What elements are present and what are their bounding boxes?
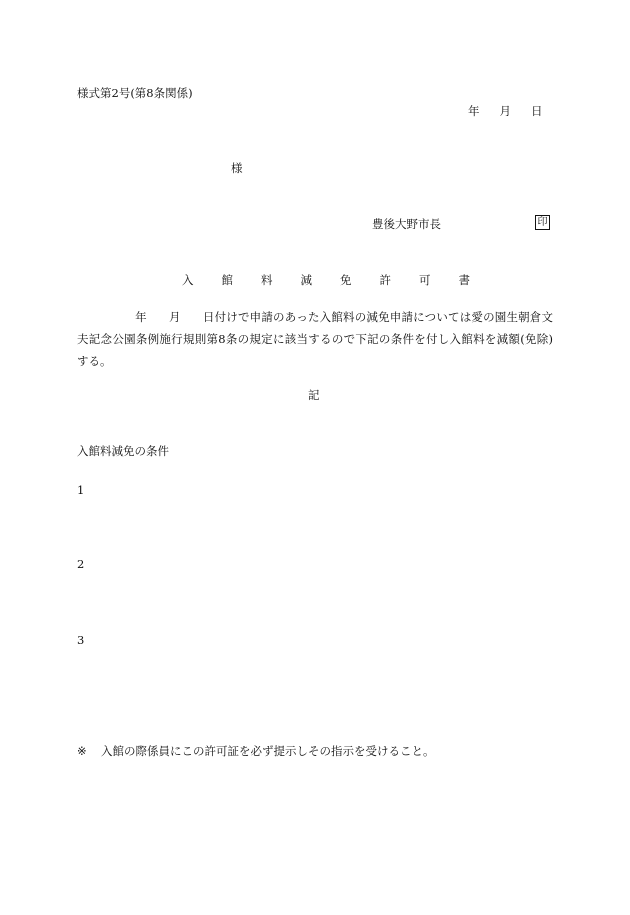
date-year-label: 年	[468, 104, 480, 118]
body-year-label: 年	[135, 310, 147, 324]
note-mark: ※	[77, 744, 87, 758]
conditions-heading: 入館料減免の条件	[77, 444, 169, 458]
recipient-suffix: 様	[231, 161, 243, 175]
condition-number: 1	[77, 483, 85, 497]
body-month-label: 月	[168, 310, 181, 324]
seal-mark: 印	[535, 215, 550, 230]
issuer-name: 豊後大野市長	[372, 217, 441, 231]
ki-heading: 記	[308, 388, 320, 402]
condition-number: 2	[77, 557, 85, 571]
body-paragraph	[77, 306, 553, 372]
form-number: 様式第2号(第8条関係)	[77, 86, 193, 100]
body-text: 日付けで申請のあった入館料の減免申請については愛の園生朝倉文夫記念公園条例施行規則第8条の規定に該当するので下記の条件を付し入館料を減額(免除)する。	[77, 310, 553, 368]
date-month-label: 月	[499, 104, 511, 118]
condition-number: 3	[77, 633, 85, 647]
date-day-label: 日	[531, 104, 543, 118]
date-line	[468, 103, 543, 119]
note-text: 入館の際係員にこの許可証を必ず提示しその指示を受けること。	[101, 744, 435, 758]
document-title: 入館料減免許可書	[182, 273, 498, 287]
footnote	[77, 743, 435, 759]
